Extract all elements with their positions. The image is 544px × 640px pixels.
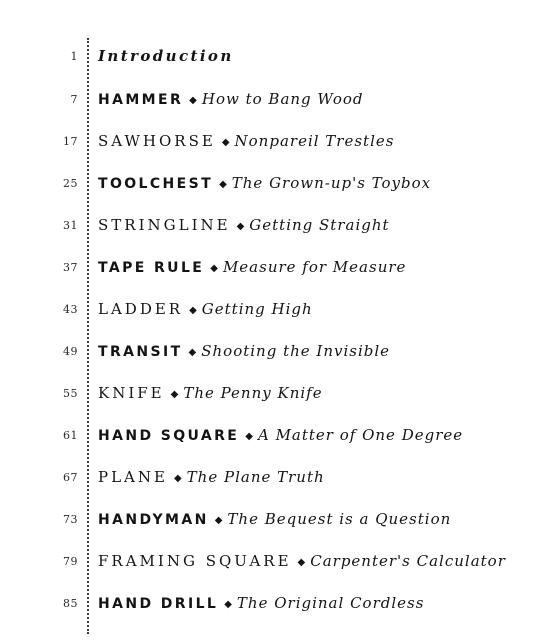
entry-line xyxy=(98,171,431,198)
chapter-subtitle: The Grown-up's Toybox xyxy=(231,174,432,192)
page-number: 31 xyxy=(63,219,78,232)
diamond-icon: ◆ xyxy=(245,431,253,442)
toc-entry[interactable] xyxy=(0,465,544,489)
page-number: 49 xyxy=(63,345,78,358)
tool-name: LADDER xyxy=(98,300,184,318)
diamond-icon: ◆ xyxy=(189,95,197,106)
entry-line xyxy=(98,339,390,366)
chapter-subtitle: Getting Straight xyxy=(249,216,390,234)
page-number: 61 xyxy=(63,429,78,442)
toc-entry[interactable] xyxy=(0,339,544,363)
toc-entry-introduction[interactable] xyxy=(0,44,544,68)
entry-line xyxy=(98,549,506,576)
chapter-subtitle: Shooting the Invisible xyxy=(201,342,391,360)
page-number: 55 xyxy=(63,387,78,400)
page-number: 37 xyxy=(63,261,78,274)
entry-line xyxy=(98,213,390,240)
tool-name: KNIFE xyxy=(98,384,165,402)
page-number: 1 xyxy=(70,50,78,63)
toc-entry[interactable] xyxy=(0,297,544,321)
chapter-subtitle: A Matter of One Degree xyxy=(257,426,464,444)
entry-line xyxy=(98,423,463,450)
tool-name: TAPE RULE xyxy=(98,260,205,276)
page-number: 67 xyxy=(63,471,78,484)
page-number: 73 xyxy=(63,513,78,526)
toc-entry[interactable] xyxy=(0,87,544,111)
introduction-title: Introduction xyxy=(98,47,234,65)
diamond-icon: ◆ xyxy=(189,305,197,316)
diamond-icon: ◆ xyxy=(188,347,197,358)
diamond-icon: ◆ xyxy=(297,557,306,568)
tool-name: HAND DRILL xyxy=(98,596,219,612)
page-number: 7 xyxy=(70,93,78,106)
tool-name: TOOLCHEST xyxy=(98,176,214,192)
diamond-icon: ◆ xyxy=(210,263,218,274)
tool-name: HAMMER xyxy=(98,92,184,108)
toc-entry[interactable] xyxy=(0,549,544,573)
toc-entry[interactable] xyxy=(0,213,544,237)
entry-line xyxy=(98,591,424,618)
chapter-subtitle: The Plane Truth xyxy=(186,468,325,486)
toc-entry[interactable] xyxy=(0,423,544,447)
toc-entry[interactable] xyxy=(0,507,544,531)
toc-entry[interactable] xyxy=(0,129,544,153)
tool-name: PLANE xyxy=(98,468,168,486)
tool-name: HANDYMAN xyxy=(98,512,209,528)
diamond-icon: ◆ xyxy=(221,137,230,148)
entry-line xyxy=(98,44,234,68)
entry-line xyxy=(98,87,363,114)
toc-entry[interactable] xyxy=(0,591,544,615)
diamond-icon: ◆ xyxy=(224,599,232,610)
toc-entry[interactable] xyxy=(0,255,544,279)
tool-name: STRINGLINE xyxy=(98,216,231,234)
diamond-icon: ◆ xyxy=(173,473,182,484)
chapter-subtitle: The Bequest is a Question xyxy=(227,510,452,528)
chapter-subtitle: How to Bang Wood xyxy=(201,90,364,108)
diamond-icon: ◆ xyxy=(214,515,223,526)
entry-line xyxy=(98,381,323,408)
chapter-subtitle: Measure for Measure xyxy=(222,258,407,276)
entry-line xyxy=(98,129,394,156)
dotted-rule xyxy=(87,38,89,634)
diamond-icon: ◆ xyxy=(219,179,227,190)
chapter-subtitle: Getting High xyxy=(201,300,313,318)
chapter-subtitle: Carpenter's Calculator xyxy=(310,552,506,570)
tool-name: FRAMING SQUARE xyxy=(98,552,292,570)
entry-line xyxy=(98,297,313,324)
chapter-subtitle: Nonpareil Trestles xyxy=(234,132,395,150)
tool-name: HAND SQUARE xyxy=(98,428,240,444)
page-number: 25 xyxy=(63,177,78,190)
page-number: 17 xyxy=(63,135,78,148)
toc-entry[interactable] xyxy=(0,171,544,195)
entry-line xyxy=(98,507,451,534)
tool-name: TRANSIT xyxy=(98,344,183,360)
chapter-subtitle: The Penny Knife xyxy=(183,384,323,402)
chapter-subtitle: The Original Cordless xyxy=(236,594,425,612)
tool-name: SAWHORSE xyxy=(98,132,216,150)
diamond-icon: ◆ xyxy=(236,221,245,232)
entry-line xyxy=(98,465,325,492)
page-number: 85 xyxy=(63,597,78,610)
page-number: 79 xyxy=(63,555,78,568)
page-number: 43 xyxy=(63,303,78,316)
diamond-icon: ◆ xyxy=(170,389,179,400)
entry-line xyxy=(98,255,406,282)
toc-entry[interactable] xyxy=(0,381,544,405)
